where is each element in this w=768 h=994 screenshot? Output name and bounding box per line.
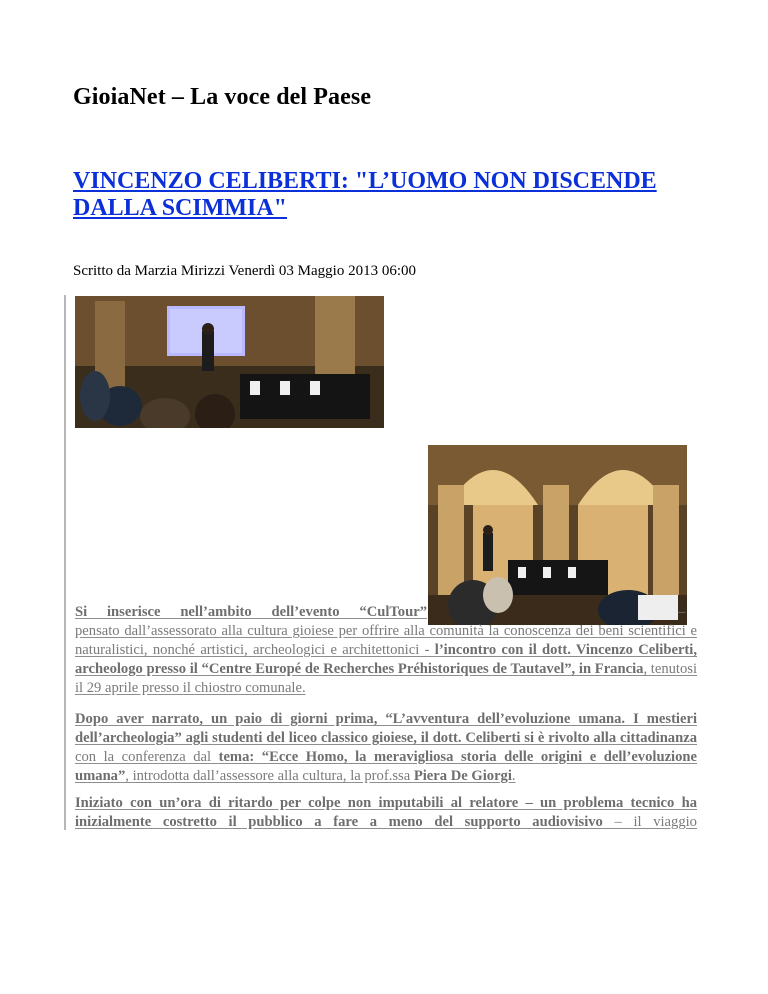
article-paragraph-3 [75,794,697,832]
paragraph-1-tail: , tenutosi il 29 aprile presso il chiostro comunale. [75,661,698,696]
article-paragraph-2 [75,710,697,786]
paragraph-2-text-2: , introdotta dall’assessore alla cultura, la prof.ssa [125,768,414,784]
article-title [73,168,713,222]
conference-photo-1 [75,296,384,428]
paragraph-2-lead: Dopo aver narrato, un paio di giorni prima, “L’avventura dell’evoluzione umana. I mestieri dell’archeologia” agli studenti del liceo classico gioiese, il dott. Celiberti si è rivolto alla cittadinanza [75,711,697,746]
conference-photo-2 [428,445,687,625]
paragraph-2-name: Piera De Giorgi [413,768,512,784]
paragraph-1-event: Si inserisce nell’ambito dell’evento “CulTour” [75,604,427,620]
paragraph-1-body: pensato dall’assessorato alla cultura gioiese per offrire alla comunità la conoscenza dei beni scientifici e naturalistici, nonché artistici, archeologici e architettonici - [75,623,697,658]
site-title: GioiaNet – La voce del Paese [73,84,372,110]
paragraph-1-highlight: l’incontro con il dott. Vincenzo Celiberti, archeologo presso il “Centre Europé de Recherches Préhistoriques de Tautavel”, in Francia [75,642,697,677]
paragraph-2-end: . [511,768,516,784]
article-paragraph-1 [75,603,697,698]
article-byline: Scritto da Marzia Mirizzi Venerdì 03 Maggio 2013 06:00 [73,263,416,279]
paragraph-3-tail: – il viaggio [602,814,697,830]
paragraph-2-theme: tema: “Ecce Homo, la meravigliosa storia delle origini e dell’evoluzione umana” [75,749,697,784]
paragraph-1-dash: – [678,604,686,620]
article-title-link[interactable]: VINCENZO CELIBERTI: "L’UOMO NON DISCENDE DALLA SCIMMIA" [73,168,657,221]
quote-border [64,295,66,830]
paragraph-3-lead: Iniziato con un’ora di ritardo per colpe non imputabili al relatore – un problema tecnico ha inizialmente costretto il pubblico a fare a meno del supporto audiovisivo [75,795,697,830]
paragraph-2-text-1: con la conferenza dal [75,749,219,765]
paragraph-1-lead [75,603,427,622]
